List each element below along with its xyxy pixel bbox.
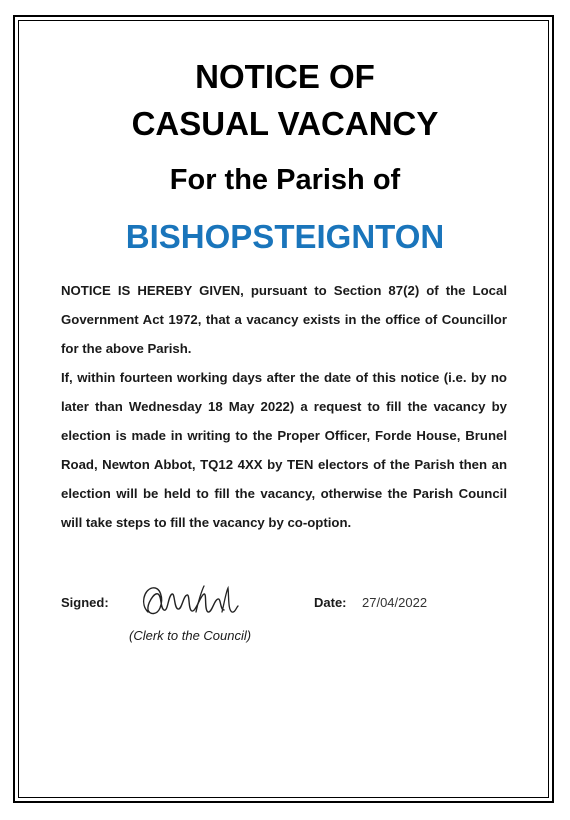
notice-title-line1: NOTICE OF xyxy=(195,58,375,95)
parish-name: BISHOPSTEIGNTON xyxy=(125,218,445,255)
notice-paragraph-2: If, within fourteen working days after the date of this notice (i.e. by no later than Wednesday 18 May 2022) a request to fill the vacancy by election is made in writing to the Proper Officer, Forde House, Brunel Road, Newton Abbot, TQ12 4XX by TEN electors of the Parish then an election will be held to fill the vacancy, otherwise the Parish Council will take steps to fill the vacancy by co-option. xyxy=(61,370,507,530)
date-label: Date: xyxy=(314,595,347,610)
notice-paragraph-1: NOTICE IS HEREBY GIVEN, pursuant to Section 87(2) of the Local Government Act 1972, that a vacancy exists in the office of Councillor for the above Parish. xyxy=(61,283,507,356)
date-value: 27/04/2022 xyxy=(362,595,428,610)
clerk-role-label: (Clerk to the Council) xyxy=(129,628,252,643)
notice-subtitle: For the Parish of xyxy=(169,164,401,196)
signed-label: Signed: xyxy=(61,595,109,610)
signature-image xyxy=(138,582,242,622)
notice-body xyxy=(61,276,507,537)
notice-title-line2: CASUAL VACANCY xyxy=(131,105,439,142)
